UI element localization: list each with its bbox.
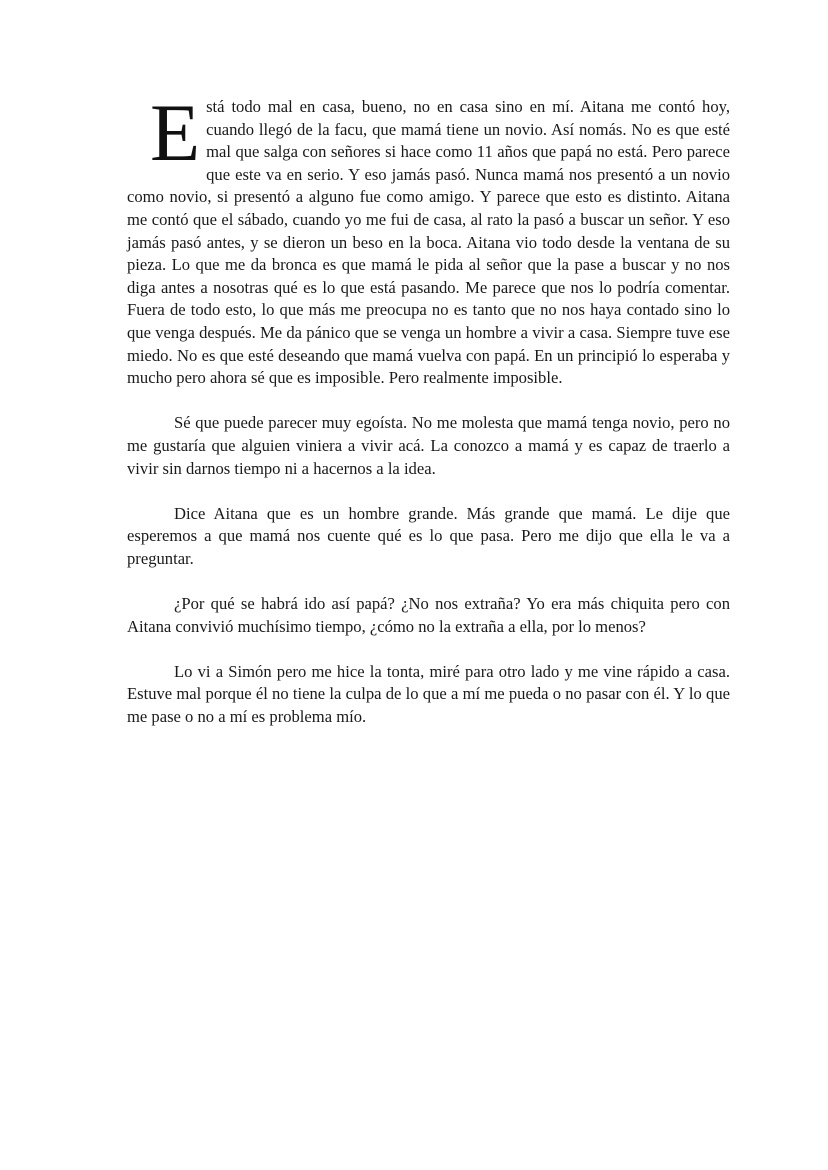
drop-cap: E [150,87,201,178]
paragraph-5: Lo vi a Simón pero me hice la tonta, miré para otro lado y me vine rápido a casa. Estuve mal porque él no tiene la culpa de lo que a mí me pueda o no pasar con él. Y lo que me pase o no a mí es problema mío. [127,661,730,727]
document-page [127,87,730,751]
paragraph-3: Dice Aitana que es un hombre grande. Más grande que mamá. Le dije que esperemos a que mamá nos cuente qué es lo que pasa. Pero me dijo que ella le va a preguntar. [127,503,730,568]
paragraph-1-text: stá todo mal en casa, bueno, no en casa sino en mí. Aitana me contó hoy, cuando llegó de la facu, que mamá tiene un novio. Así nomás. No es que esté mal que salga con señores si hace como 11 años que papá no está. Pero parece que este va en serio. Y eso jamás pasó. Nunca mamá nos presentó a un novio como novio, si presentó a alguno fue como amigo. Y parece que esto es distinto. Aitana me contó que el sábado, cuando yo me fui de casa, al rato la pasó a buscar un señor. Y eso jamás pasó antes, y se dieron un beso en la boca. Aitana vio todo desde la ventana de su pieza. Lo que me da bronca es que mamá le pida al señor que la pase a buscar y no nos diga antes a nosotras qué es lo que está pasando. Me parece que nos lo podría comentar. Fuera de todo esto, lo que más me preocupa no es tanto que no nos haya contado sino lo que venga después. Me da pánico que se venga un hombre a vivir a casa. Siempre tuve ese miedo. No es que esté deseando que mamá vuelva con papá. En un principió lo esperaba y mucho pero ahora sé que es imposible. Pero realmente imposible. [127,97,730,388]
paragraph-1 [127,87,730,390]
paragraph-2: Sé que puede parecer muy egoísta. No me molesta que mamá tenga novio, pero no me gustaría que alguien viniera a vivir acá. La conozco a mamá y es capaz de traerlo a vivir sin darnos tiempo ni a hacernos a la idea. [127,413,730,478]
paragraph-4: ¿Por qué se habrá ido así papá? ¿No nos extraña? Yo era más chiquita pero con Aitana convivió muchísimo tiempo, ¿cómo no la extraña a ella, por lo menos? [127,594,730,636]
